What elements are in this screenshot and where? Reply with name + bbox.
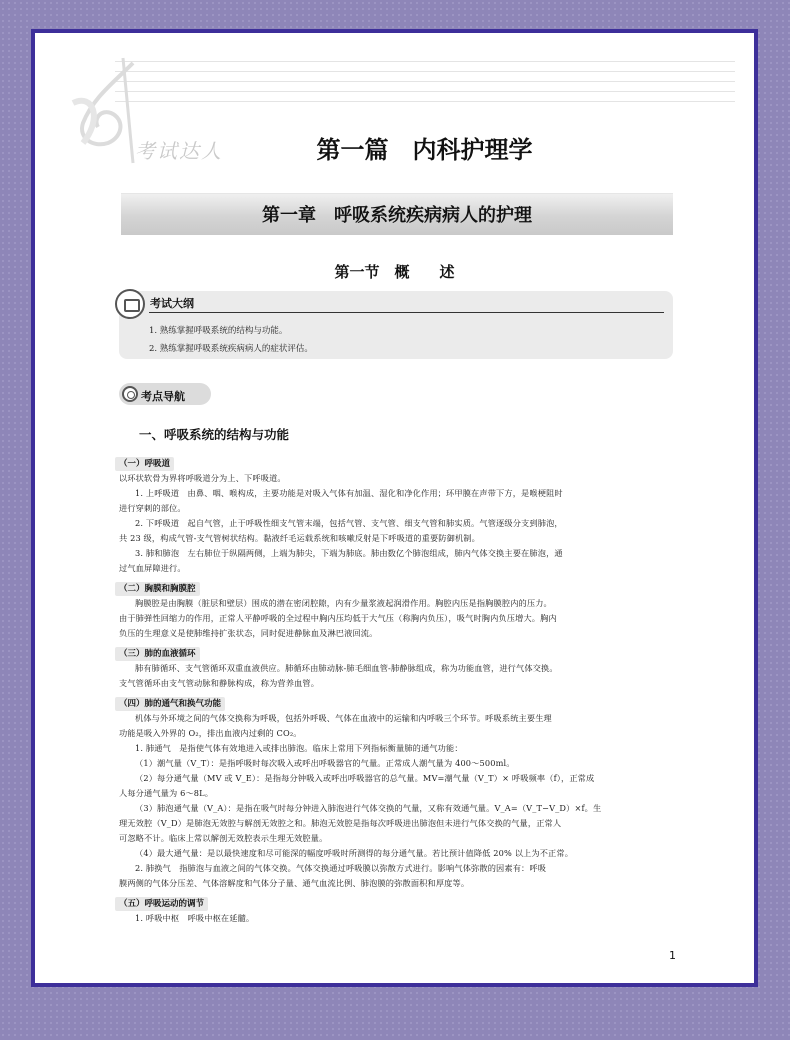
section-heading: 一、呼吸系统的结构与功能	[139, 427, 290, 442]
page-frame	[31, 29, 758, 987]
paragraph-line: 理无效腔（V_D）是肺泡无效腔与解剖无效腔之和。肺泡无效腔是指每次呼吸进出肺泡但未进行气体交换的气量，正常人	[119, 818, 562, 828]
subsection-heading-row	[119, 691, 675, 711]
subsection-heading-row	[119, 451, 675, 471]
subsection-heading: （一）呼吸道	[115, 457, 174, 471]
paragraph-line: 1. 肺通气 是指使气体有效地进入或排出肺泡。临床上常用下列指标衡量肺的通气功能：	[135, 743, 463, 753]
paragraph-line: （4）最大通气量：是以最快速度和尽可能深的幅度呼吸时所测得的每分通气量。若比预计值降低 20% 以上为不正常。	[135, 848, 574, 858]
outline-item: 1. 熟练掌握呼吸系统的结构与功能。	[149, 326, 288, 336]
main-content	[119, 425, 675, 926]
paragraph-line: （3）肺泡通气量（V_A）：是指在吸气时每分钟进入肺泡进行气体交换的气量，又称有效通气量。V_A=（V_T−V_D）×f。生	[135, 803, 602, 813]
part-title: 第一篇 内科护理学	[316, 136, 533, 164]
subsection-heading-row	[119, 891, 675, 911]
paragraph-line: 1. 呼吸中枢 呼吸中枢在延髓。	[135, 913, 255, 923]
brand-logo-text: 考试达人	[135, 139, 223, 163]
paragraph-line: 过气血屏障进行。	[119, 563, 186, 573]
divider	[149, 312, 664, 313]
target-icon	[122, 386, 138, 402]
subsection-heading-row	[119, 641, 675, 661]
outline-item: 2. 熟练掌握呼吸系统疾病病人的症状评估。	[149, 344, 313, 354]
subsection-heading: （二）胸膜和胸膜腔	[115, 582, 200, 596]
paragraph-line: 肺有肺循环、支气管循环双重血液供应。肺循环由肺动脉-肺毛细血管-肺静脉组成，称为功能血管，进行气体交换。	[135, 663, 558, 673]
subsection-heading: （三）肺的血液循环	[115, 647, 200, 661]
section-title: 第一节 概 述	[334, 263, 455, 281]
paragraph-line: 2. 肺换气 指肺泡与血液之间的气体交换。气体交换通过呼吸膜以弥散方式进行。影响气体弥散的因素有：呼吸	[135, 863, 547, 873]
paragraph-line: 进行穿刺的部位。	[119, 503, 186, 513]
chapter-title: 第一章 呼吸系统疾病病人的护理	[262, 205, 532, 226]
paragraph-line: 负压的生理意义是使肺维持扩张状态，同时促进静脉血及淋巴液回流。	[119, 628, 378, 638]
document-page	[35, 33, 754, 983]
paragraph-line: 人每分通气量为 6～8L。	[119, 788, 214, 798]
paragraph-line: 膜两侧的气体分压差、气体溶解度和气体分子量、通气血流比例、肺泡膜的弥散面积和厚度等。	[119, 878, 470, 888]
page-number: 1	[669, 949, 676, 962]
paragraph-line: 1. 上呼吸道 由鼻、咽、喉构成，主要功能是对吸入气体有加温、湿化和净化作用；环甲膜在声带下方，是喉梗阻时	[135, 488, 563, 498]
paragraph-line: 2. 下呼吸道 起自气管，止于呼吸性细支气管末端，包括气管、支气管、细支气管和肺实质。气管逐级分支到肺泡，	[135, 518, 563, 528]
paragraph-line: 机体与外环境之间的气体交换称为呼吸，包括外呼吸、气体在血液中的运输和内呼吸三个环节。呼吸系统主要生理	[135, 713, 552, 723]
exam-outline-label: 考试大纲	[150, 297, 194, 310]
key-points-nav-label: 考点导航	[141, 390, 185, 403]
subsection-heading: （四）肺的通气和换气功能	[115, 697, 225, 711]
paragraph-line: 胸膜腔是由胸膜（脏层和壁层）围成的潜在密闭腔隙，内有少量浆液起润滑作用。胸腔内压是指胸膜腔内的压力。	[135, 598, 552, 608]
paragraph-line: 共 23 级，构成气管-支气管树状结构。黏液纤毛运载系统和咳嗽反射是下呼吸道的重要防御机制。	[119, 533, 480, 543]
exam-outline-list	[149, 322, 313, 358]
subsection-heading: （五）呼吸运动的调节	[115, 897, 208, 911]
notebook-icon	[115, 289, 145, 319]
paragraph-line: （2）每分通气量（MV 或 V_E）：是指每分钟吸入或呼出呼吸器官的总气量。MV=潮气量（V_T）× 呼吸频率（f），正常成	[135, 773, 595, 783]
paragraph-line: 3. 肺和肺泡 左右肺位于纵隔两侧，上端为肺尖，下端为肺底。肺由数亿个肺泡组成，肺内气体交换主要在肺泡，通	[135, 548, 563, 558]
paragraph-line: 由于肺弹性回缩力的作用，正常人平静呼吸的全过程中胸内压均低于大气压（称胸内负压），吸气时胸内负压增大。胸内	[119, 613, 557, 623]
paragraph-line: 支气管循环由支气管动脉和静脉构成，称为营养血管。	[119, 678, 320, 688]
music-staff-decoration	[115, 53, 735, 123]
paragraph-line: 功能是吸入外界的 O₂，排出血液内过剩的 CO₂。	[119, 728, 302, 738]
paragraph-line: 可忽略不计。临床上常以解剖无效腔表示生理无效腔量。	[119, 833, 328, 843]
content-blocks	[119, 451, 675, 926]
paragraph-line: 以环状软骨为界将呼吸道分为上、下呼吸道。	[119, 473, 286, 483]
paragraph-line: （1）潮气量（V_T）：是指呼吸时每次吸入或呼出呼吸器官的气量。正常成人潮气量为 400～500ml。	[135, 758, 515, 768]
subsection-heading-row	[119, 576, 675, 596]
